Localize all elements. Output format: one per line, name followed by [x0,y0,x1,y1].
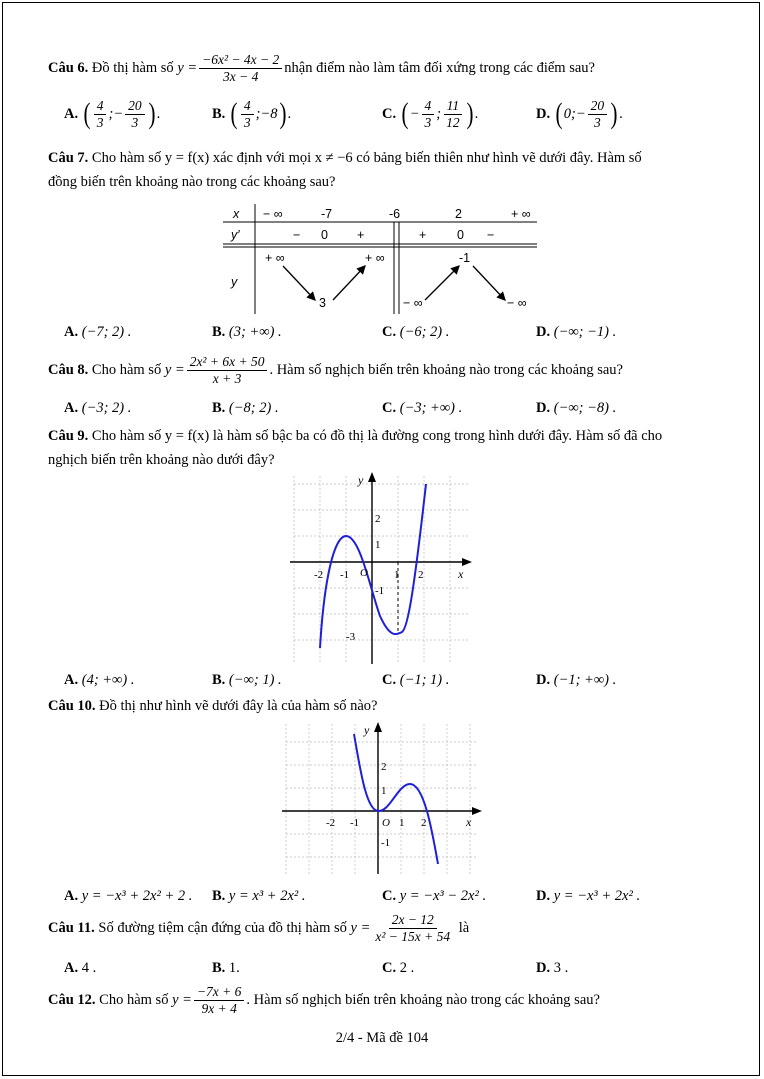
q11c-letter: C. [382,960,397,976]
q9b-text: (−∞; 1) . [228,672,282,688]
q6a-n1: 4 [94,98,107,115]
q10-tick-0: -2 [326,817,336,829]
bbt-yp-1: 0 [321,228,328,242]
q11-text2: là [458,919,470,936]
q7-text1: Cho hàm số y = f(x) xác định với mọi x ≠ −6 có bảng biến thiên như hình vẽ dưới đây. Hàm số [91,150,642,166]
bbt-x-0: − ∞ [263,207,283,221]
q10-option-d[interactable] [536,888,640,905]
q12-text2: . Hàm số nghịch biến trên khoảng nào trong các khoảng sau? [246,991,600,1008]
q9-y-axis-label: y [358,473,364,487]
q11b-letter: B. [212,960,226,976]
q9-option-a[interactable] [64,672,134,689]
q6a-sep: ;− [108,105,124,122]
q10c-text: y = −x³ − 2x² . [399,888,487,904]
bbt-y-3: − ∞ [403,296,423,310]
q9-tick-1: -1 [340,569,350,581]
q6-text1: Đồ thị hàm số [91,59,174,76]
q9-label: Câu 9. [48,428,89,444]
q8-num: 2x² + 6x + 50 [187,354,268,371]
q7-option-c[interactable] [382,324,449,341]
q8c-text: (−3; +∞) . [399,400,463,416]
q11-text1: Số đường tiệm cận đứng của đồ thị hàm số [98,919,347,936]
q8a-letter: A. [64,400,79,416]
q6-option-b-letter: B. [212,105,226,122]
q10-graph [282,718,482,878]
q9c-text: (−1; 1) . [399,672,450,688]
q10b-letter: B. [212,888,226,904]
bbt-x-2: -6 [389,207,401,221]
q8-option-b[interactable] [212,400,279,417]
q6-option-d[interactable]: D. ( 0;− $\frac{20}{3}$ ) . [536,97,623,131]
q10a-text: y = −x³ + 2x² + 2 . [81,888,193,904]
q10-text: Đồ thị như hình vẽ dưới đây là của hàm số nào? [99,698,378,714]
bbt-yp-2: + [357,228,365,242]
q9-tick-2: 1 [394,569,400,581]
q6b-d1: 3 [243,114,251,130]
q6a-n2: 20 [125,98,145,115]
q8-text2: . Hàm số nghịch biến trên khoảng nào trong các khoảng sau? [269,361,623,378]
q9-tick-6: -1 [375,585,385,597]
q9-text1: Cho hàm số y = f(x) là hàm số bậc ba có đồ thị là đường cong trong hình dưới đây. Hàm số đã cho [91,428,663,444]
q6c-prefix: − [409,105,420,122]
q9-tick-7: -3 [346,631,356,643]
q12-stem [48,984,600,1016]
q11-option-c[interactable] [382,960,414,977]
q8d-letter: D. [536,400,551,416]
q9a-text: (4; +∞) . [81,672,135,688]
bbt-y-5: − ∞ [507,296,527,310]
q6-text2: nhận điểm nào làm tâm đối xứng trong các điểm sau? [284,59,595,76]
q7c-text: (−6; 2) . [399,324,450,340]
q6-option-a-letter: A. [64,105,79,122]
bbt-yp-0: − [293,228,301,242]
q10-stem [48,698,377,715]
bbt-yp-label: y′ [231,228,240,242]
q11d-letter: D. [536,960,551,976]
q7d-text: (−∞; −1) . [553,324,617,340]
q10d-letter: D. [536,888,551,904]
q9-option-c[interactable] [382,672,449,689]
q8d-text: (−∞; −8) . [553,400,617,416]
q6c-n2: 11 [444,98,463,115]
bbt-yp-5: − [487,228,495,242]
q11a-letter: A. [64,960,79,976]
variation-table [223,204,539,316]
q6-option-c-letter: C. [382,105,397,122]
q10-tick-3: 2 [421,817,427,829]
q6-num: −6x² − 4x − 2 [199,52,282,69]
q11-stem [48,912,469,944]
q7-line2: đồng biến trên khoảng nào trong các khoảng sau? [48,174,336,190]
q12-label: Câu 12. [48,991,96,1008]
q7-option-a[interactable] [64,324,131,341]
bbt-yp-3: + [419,228,427,242]
q11c-text: 2 . [399,960,415,976]
q10d-text: y = −x³ + 2x² . [553,888,641,904]
q7d-letter: D. [536,324,551,340]
q6b-n1: 4 [241,98,254,115]
q11-option-a[interactable] [64,960,96,977]
bbt-arrow-2 [333,266,365,300]
q10b-text: y = x³ + 2x² . [228,888,306,904]
bbt-y-2: + ∞ [365,251,385,265]
q6d-d2: 3 [593,114,601,130]
q10c-letter: C. [382,888,397,904]
q11-label: Câu 11. [48,919,95,936]
q8b-text: (−8; 2) . [228,400,279,416]
q6a-d1: 3 [96,114,104,130]
q7-option-b[interactable] [212,324,282,341]
q8-den: x + 3 [212,370,242,386]
q9-tick-5: 1 [375,539,381,551]
q9d-text: (−1; +∞) . [553,672,617,688]
bbt-x-4: + ∞ [511,207,531,221]
q8-yeq: y = [164,361,185,378]
q10-option-a[interactable] [64,888,192,905]
q10-x-axis-label: x [466,815,472,829]
q6a-d2: 3 [131,114,139,130]
q10-option-c[interactable] [382,888,486,905]
q6-fraction [199,52,282,84]
q9-option-b[interactable] [212,672,282,689]
q9-line1 [48,428,662,445]
q6-yeq: y = [177,59,198,76]
q7a-letter: A. [64,324,79,340]
q11a-text: 4 . [81,960,97,976]
q12-den: 9x + 4 [201,1000,237,1016]
q8a-text: (−3; 2) . [81,400,132,416]
q7a-text: (−7; 2) . [81,324,132,340]
q6d-pre: 0;− [563,105,586,122]
q9d-letter: D. [536,672,551,688]
q8-option-c[interactable] [382,400,462,417]
q9-line2: nghịch biến trên khoảng nào dưới đây? [48,452,275,468]
q10a-letter: A. [64,888,79,904]
q6d-n2: 20 [588,98,608,115]
q6c-d1: 3 [424,114,432,130]
q9b-letter: B. [212,672,226,688]
q9c-letter: C. [382,672,397,688]
q9-tick-0: -2 [314,569,324,581]
q6-option-d-letter: D. [536,105,551,122]
q11-fraction [372,912,453,944]
bbt-y-label: y [231,275,238,289]
q9a-letter: A. [64,672,79,688]
q11-yeq: y = [350,919,371,936]
q7b-text: (3; +∞) . [228,324,282,340]
page-footer: 2/4 - Mã đề 104 [335,1030,429,1046]
q12-text1: Cho hàm số [99,991,169,1008]
q8b-letter: B. [212,400,226,416]
q9-x-axis-label: x [458,567,464,581]
q9-tick-4: 2 [375,513,381,525]
q6-den: 3x − 4 [223,68,259,84]
q10-tick-1: -1 [350,817,360,829]
q10-label: Câu 10. [48,698,96,714]
q10-tick-2: 1 [399,817,405,829]
q12-num: −7x + 6 [194,984,244,1001]
q8c-letter: C. [382,400,397,416]
q8-fraction [187,354,268,386]
q9-origin-label: O [360,567,368,579]
q10-tick-4: 2 [381,761,387,773]
q11-num: 2x − 12 [389,912,437,929]
bbt-y-4: -1 [459,251,471,265]
q6-label: Câu 6. [48,59,89,76]
q7-label: Câu 7. [48,150,89,166]
q10-option-b[interactable] [212,888,306,905]
q11-den: x² − 15x + 54 [375,928,451,944]
q9-option-d[interactable] [536,672,616,689]
q7-line1 [48,150,642,167]
q6-option-c[interactable]: C. ( − $\frac{4}{3}$ ; $\frac{11}{12}$ ) . [382,97,479,131]
q6-option-a[interactable]: A. ( $\frac{4}{3}$ ;− $\frac{20}{3}$ ) . [64,97,161,131]
q9-tick-3: 2 [418,569,424,581]
q12-fraction [194,984,244,1016]
q6b-sep: ;−8 [255,105,278,122]
q6-option-b[interactable]: B. ( $\frac{4}{3}$ ;−8 ) . [212,97,292,131]
q8-label: Câu 8. [48,361,89,378]
q6-stem [48,52,595,84]
q12-yeq: y = [172,991,192,1008]
q7-option-d[interactable] [536,324,616,341]
q8-option-d[interactable] [536,400,616,417]
q10-tick-5: 1 [381,785,387,797]
q9-graph [290,470,472,666]
q11b-text: 1. [228,960,240,976]
q11-option-b[interactable] [212,960,240,977]
q6c-n1: 4 [422,98,435,115]
bbt-x-3: 2 [455,207,462,221]
q7b-letter: B. [212,324,226,340]
q8-option-a[interactable] [64,400,131,417]
q11d-text: 3 . [553,960,569,976]
bbt-yp-4: 0 [457,228,464,242]
q10-y-axis-label: y [364,723,370,737]
bbt-y-0: + ∞ [265,251,285,265]
q7c-letter: C. [382,324,397,340]
q6c-d2: 12 [446,114,460,130]
q10-tick-6: -1 [381,837,391,849]
bbt-arrow-4 [473,266,505,300]
bbt-y-1: 3 [319,296,326,310]
bbt-x-1: -7 [321,207,333,221]
bbt-arrow-3 [425,266,459,300]
bbt-x-label: x [233,207,240,221]
q10-origin-label: O [382,817,390,829]
q11-option-d[interactable] [536,960,568,977]
bbt-arrow-1 [283,266,315,300]
q8-stem [48,354,623,386]
q6c-sep: ; [436,105,442,122]
q8-text1: Cho hàm số [91,361,162,378]
